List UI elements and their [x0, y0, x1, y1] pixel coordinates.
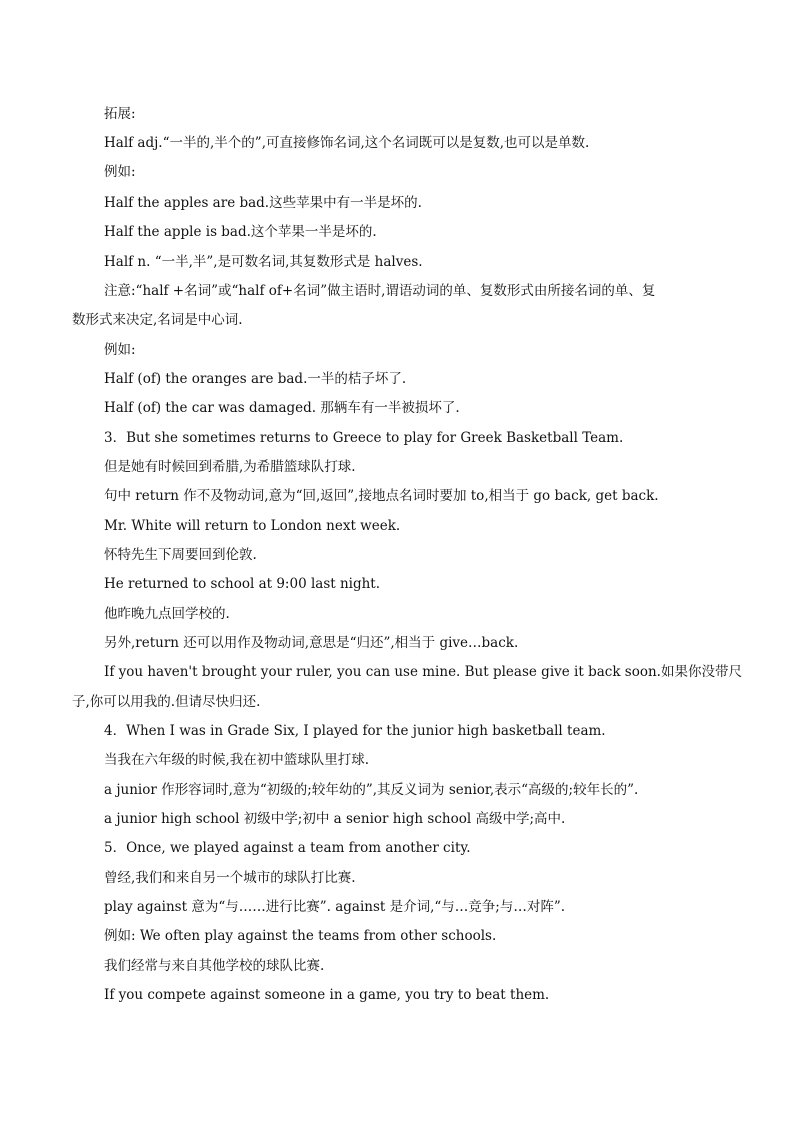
text-line: a junior 作形容词时,意为“初级的;较年幼的”,其反义词为 senior,表示“高级的;较年长的”. — [104, 782, 639, 798]
text-line: 例如: — [104, 164, 136, 180]
text-line: Half (of) the oranges are bad.一半的桔子坏了. — [104, 371, 407, 387]
text-line: 怀特先生下周要回到伦敦. — [104, 547, 257, 563]
text-line: 例如: — [104, 342, 136, 358]
text-line: Half the apples are bad.这些苹果中有一半是坏的. — [104, 195, 422, 211]
text-line: 数形式来决定,名词是中心词. — [72, 312, 243, 328]
text-line: play against 意为“与……进行比赛”. against 是介词,“与…竞争;与…对阵”. — [104, 899, 566, 915]
text-line: He returned to school at 9:00 last night. — [104, 576, 381, 592]
text-line: 曾经,我们和来自另一个城市的球队打比赛. — [104, 870, 356, 886]
text-line: 但是她有时候回到希腊,为希腊篮球队打球. — [104, 459, 356, 475]
text-line: a junior high school 初级中学;初中 a senior high school 高级中学;高中. — [104, 811, 566, 827]
text-line: If you haven't brought your ruler, you can use mine. But please give it back soon.如果你没带尺 — [104, 664, 742, 680]
text-line: Half (of) the car was damaged. 那辆车有一半被损坏了. — [104, 400, 460, 416]
text-line: 5．Once, we played against a team from another city. — [104, 840, 471, 856]
text-line: 注意:“half +名词”或“half of+名词”做主语时,谓语动词的单、复数形式由所接名词的单、复 — [104, 283, 656, 299]
text-line: 我们经常与来自其他学校的球队比赛. — [104, 958, 325, 974]
text-line: 他昨晚九点回学校的. — [104, 606, 230, 622]
text-line: Half adj.“一半的,半个的”,可直接修饰名词,这个名词既可以是复数,也可以是单数. — [104, 135, 590, 151]
text-line: Half n. “一半,半”,是可数名词,其复数形式是 halves. — [104, 254, 423, 270]
text-line: Mr. White will return to London next week. — [104, 518, 401, 534]
text-line: 句中 return 作不及物动词,意为“回,返回”,接地点名词时要加 to,相当于 go back, get back. — [104, 488, 659, 504]
text-line: If you compete against someone in a game, you try to beat them. — [104, 987, 550, 1003]
text-line: 拓展: — [104, 106, 136, 122]
text-line: 当我在六年级的时候,我在初中篮球队里打球. — [104, 752, 370, 768]
text-line: 例如: We often play against the teams from other schools. — [104, 928, 497, 944]
text-line: 子,你可以用我的.但请尽快归还. — [72, 694, 261, 710]
text-line: 4．When I was in Grade Six, I played for the junior high basketball team. — [104, 723, 606, 739]
text-line: 另外,return 还可以用作及物动词,意思是“归还”,相当于 give…back. — [104, 635, 519, 651]
text-line: Half the apple is bad.这个苹果一半是坏的. — [104, 224, 377, 240]
text-line: 3．But she sometimes returns to Greece to play for Greek Basketball Team. — [104, 430, 624, 446]
